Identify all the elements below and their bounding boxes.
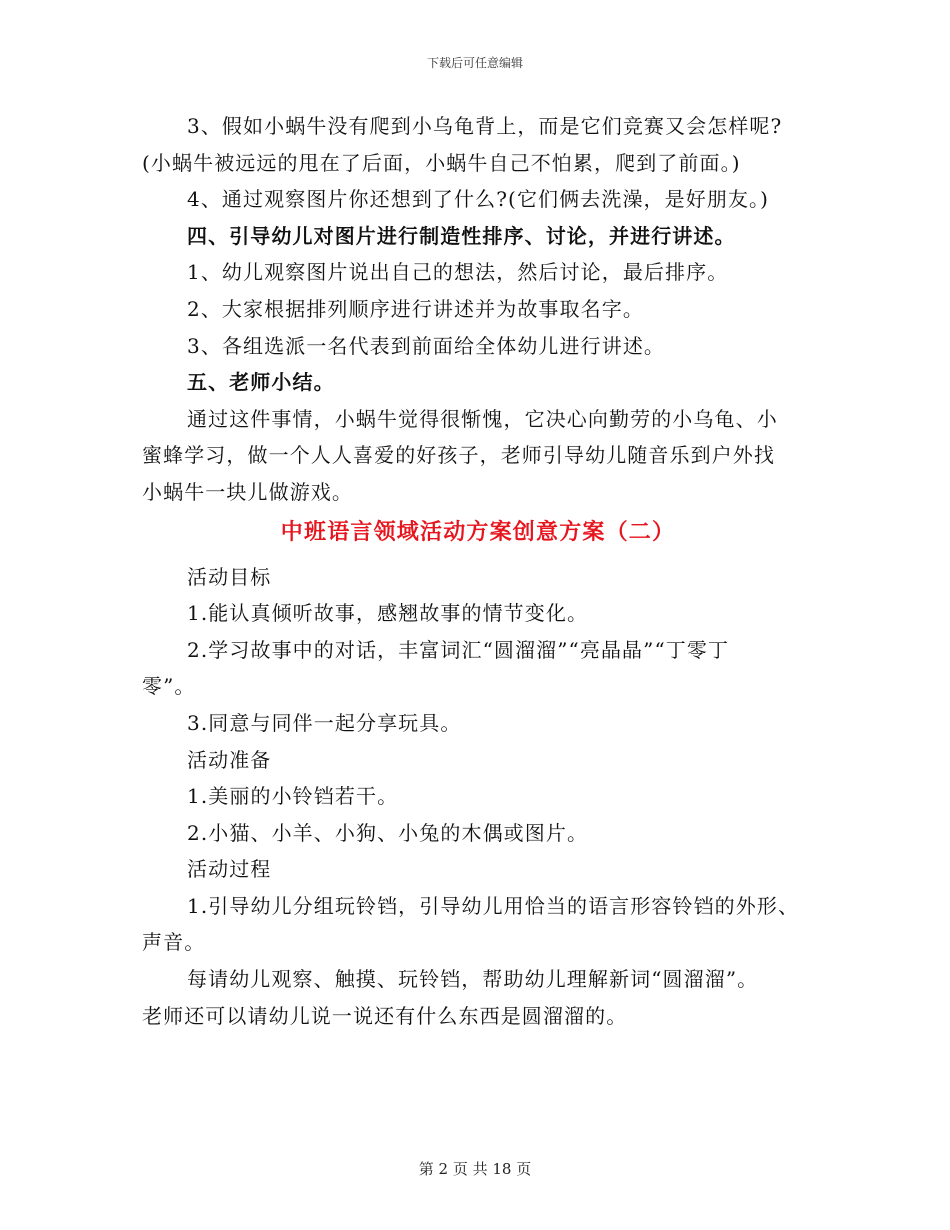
process-2-line-1: 每请幼儿观察、触摸、玩铃铛，帮助幼儿理解新词“圆溜溜”。 bbox=[187, 967, 759, 992]
process-2-line-2: 老师还可以请幼儿说一说还有什么东西是圆溜溜的。 bbox=[142, 1003, 628, 1028]
prep-1: 1.美丽的小铃铛若干。 bbox=[187, 784, 399, 809]
process-1-line-2: 声音。 bbox=[142, 930, 206, 955]
prep-2: 2.小猫、小羊、小狗、小兔的木偶或图片。 bbox=[187, 820, 589, 845]
page-footer: 第 2 页 共 18 页 bbox=[418, 1160, 532, 1178]
step-4-item-2: 2、大家根据排列顺序进行讲述并为故事取名字。 bbox=[187, 296, 644, 321]
goals-heading: 活动目标 bbox=[187, 564, 272, 589]
document-body bbox=[142, 108, 814, 1034]
summary-line-1: 通过这件事情，小蜗牛觉得很惭愧，它决心向勤劳的小乌龟、小 bbox=[187, 406, 778, 431]
summary-line-2: 蜜蜂学习，做一个人人喜爱的好孩子，老师引导幼儿随音乐到户外找 bbox=[142, 443, 775, 468]
summary-line-3: 小蜗牛一块儿做游戏。 bbox=[142, 479, 353, 504]
goal-2-line-1: 2.学习故事中的对话，丰富词汇“圆溜溜”“亮晶晶”“丁零丁 bbox=[187, 637, 730, 662]
question-4: 4、通过观察图片你还想到了什么?(它们俩去洗澡，是好朋友。) bbox=[187, 187, 770, 212]
step-4-item-3: 3、各组选派一名代表到前面给全体幼儿进行讲述。 bbox=[187, 333, 666, 358]
process-1-line-1: 1.引导幼儿分组玩铃铛，引导幼儿用恰当的语言形容铃铛的外形、 bbox=[187, 893, 800, 918]
section-title: 中班语言领域活动方案创意方案（二） bbox=[280, 518, 676, 545]
question-3-line-1: 3、假如小蜗牛没有爬到小乌龟背上，而是它们竞赛又会怎样呢? bbox=[187, 114, 783, 138]
goal-2-line-2: 零”。 bbox=[142, 674, 196, 699]
goal-3: 3.同意与同伴一起分享玩具。 bbox=[187, 710, 462, 735]
question-3-line-2: (小蜗牛被远远的甩在了后面，小蜗牛自己不怕累，爬到了前面。) bbox=[142, 150, 741, 175]
step-4-heading: 四、引导幼儿对图片进行制造性排序、讨论，并进行讲述。 bbox=[187, 223, 736, 248]
step-5-heading: 五、老师小结。 bbox=[187, 370, 335, 395]
process-heading: 活动过程 bbox=[187, 857, 272, 882]
prep-heading: 活动准备 bbox=[187, 747, 272, 772]
page-header: 下载后可任意编辑 bbox=[426, 56, 523, 70]
step-4-item-1: 1、幼儿观察图片说出自己的想法，然后讨论，最后排序。 bbox=[187, 260, 729, 285]
goal-1: 1.能认真倾听故事，感翘故事的情节变化。 bbox=[187, 601, 589, 626]
